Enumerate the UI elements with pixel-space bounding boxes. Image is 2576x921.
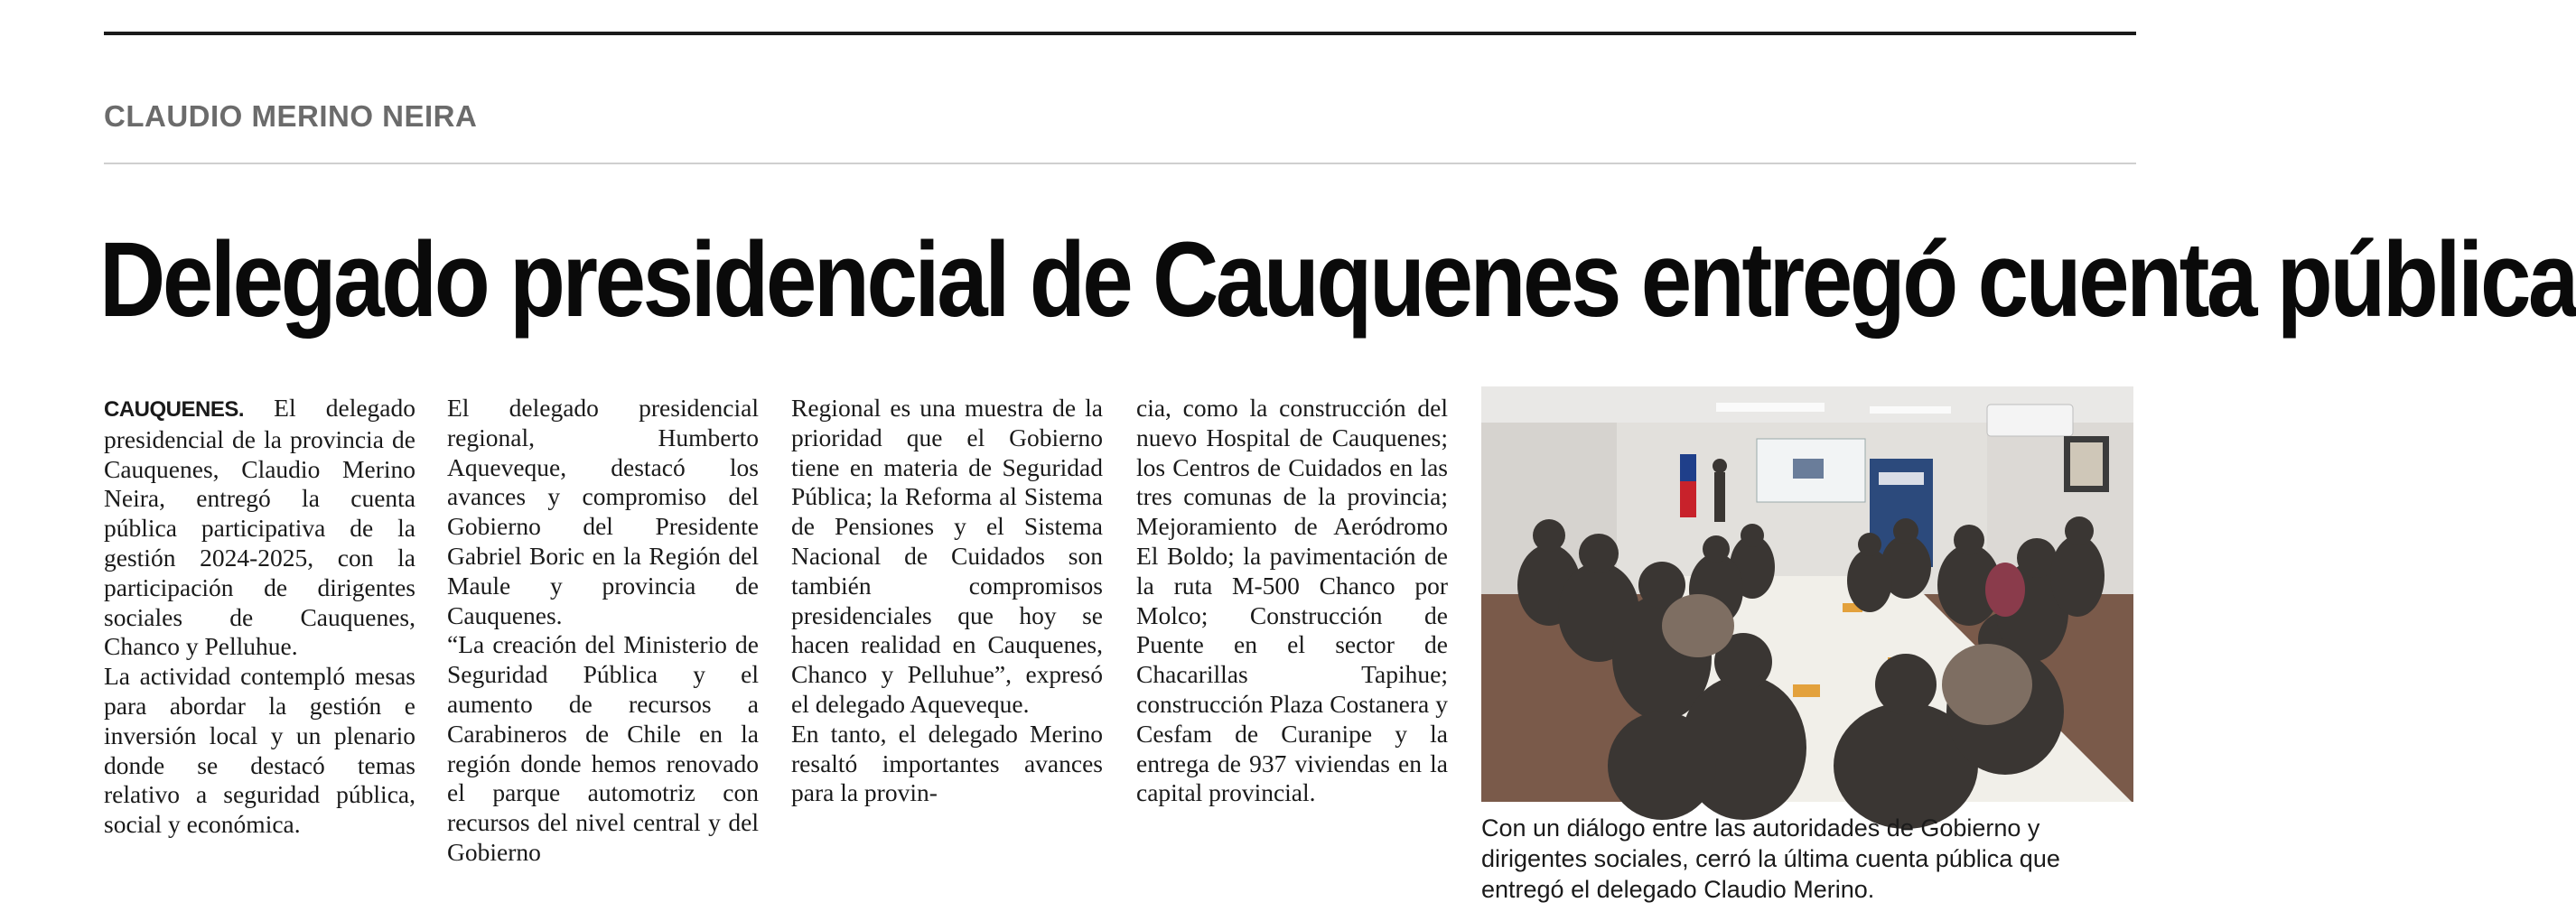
paragraph: El delegado presidencial regional, Humberto Aqueveque, destacó los avances y compromiso del Gobierno del Presidente Gabriel Boric en la Región del Maule y provincia de Cauquenes. [447, 394, 759, 629]
byline-divider [104, 163, 2136, 164]
paragraph: Regional es una muestra de la prioridad que el Gobierno tiene en materia de Seguridad Pública; la Reforma al Sistema de Pensiones y el Sistema Nacional de Cuidados son también compromisos presidenciales que hoy se hacen realidad en Cauquenes, Chanco y Pelluhue”, expresó el delegado Aqueveque. [791, 394, 1103, 718]
top-rule [104, 32, 2136, 35]
paragraph-text: El delegado presidencial de la provincia de Cauquenes, Claudio Merino Neira, entregó la cuenta pública participativa de la gestión 2024-2025, con la participación de dirigentes sociales de Cauquenes, Chanco y Pelluhue. [104, 394, 415, 661]
article-column-3 [791, 394, 1103, 808]
article-column-2 [447, 394, 759, 868]
paragraph: En tanto, el delegado Merino resaltó importantes avances para la provin- [791, 719, 1103, 807]
paragraph: La actividad contempló mesas para abordar la gestión e inversión local y un plenario donde se destacó temas relativo a seguridad pública, social y económica. [104, 662, 415, 839]
article-headline: Delegado presidencial de Cauquenes entregó cuenta pública [99, 220, 2576, 340]
paragraph: “La creación del Ministerio de Seguridad Pública y el aumento de recursos a Carabineros de Chile en la región donde hemos renovado el parque automotriz con recursos del nivel central y del Gobierno [447, 630, 759, 866]
paragraph: cia, como la construcción del nuevo Hospital de Cauquenes; los Centros de Cuidados en las tres comunas de la provincia; Mejoramiento de Aeródromo El Boldo; la pavimentación de la ruta M-500 Chanco por Molco; Construcción de Puente en el sector de Chacarillas Tapihue; construcción Plaza Costanera y Cesfam de Curanipe y la entrega de 937 viviendas en la capital provincial. [1136, 394, 1448, 807]
author-byline: CLAUDIO MERINO NEIRA [104, 99, 478, 133]
photo-caption: Con un diálogo entre las autoridades de Gobierno y dirigentes sociales, cerró la última cuenta pública que entregó el delegado Claudio Merino. [1481, 814, 2060, 903]
dateline: CAUQUENES. [104, 397, 245, 422]
article-column-4 [1136, 394, 1448, 808]
article-column-1 [104, 394, 415, 840]
meeting-room-photo [1481, 386, 2133, 802]
paragraph [104, 394, 415, 662]
article-photo [1481, 386, 2133, 802]
